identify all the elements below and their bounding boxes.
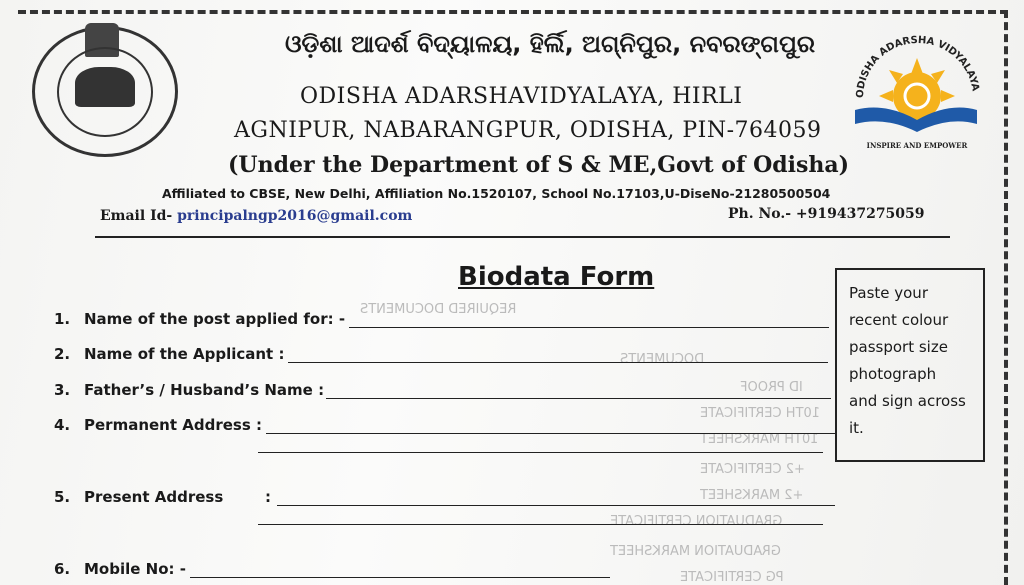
bleed-text: 10TH MARKSHEET	[700, 432, 819, 447]
dashed-border	[18, 10, 1008, 14]
bleed-text: 10TH CERTIFICATE	[700, 406, 820, 421]
bleed-text: GRADUATION MARKSHEET	[610, 544, 781, 559]
affiliation: Affiliated to CBSE, New Delhi, Affiliation No.1520107, School No.17103,U-DiseNo-21280500504	[162, 186, 831, 201]
field-father-name: 3. Father’s / Husband’s Name :	[54, 381, 831, 399]
permanent-address-line-2[interactable]	[258, 452, 823, 453]
svg-text:ODISHA ADARSHA VIDYALAYA: ODISHA ADARSHA VIDYALAYA	[854, 34, 981, 99]
bleed-text: PG CERTIFICATE	[680, 570, 784, 585]
father-name-input-line[interactable]	[326, 384, 831, 399]
post-input-line[interactable]	[349, 313, 829, 328]
svg-text:INSPIRE AND EMPOWER: INSPIRE AND EMPOWER	[866, 141, 968, 150]
bleed-text: +2 CERTIFICATE	[700, 462, 805, 477]
applicant-name-input-line[interactable]	[288, 348, 828, 363]
odia-title: ଓଡ଼ିଶା ଆଦର୍ଶ ବିଦ୍ୟାଳୟ, ହିର୍ଲି, ଅଗ୍ନିପୁର, ନବରଙ୍ଗପୁର	[285, 30, 816, 58]
field-present-address: 5. Present Address :	[54, 488, 835, 506]
field-mobile-no: 6. Mobile No: -	[54, 560, 610, 578]
bleed-text: +2 MARKSHEET	[700, 488, 804, 503]
bleed-text: ID PROOF	[740, 380, 803, 395]
field-applicant-name: 2. Name of the Applicant :	[54, 345, 828, 363]
present-address-line-2[interactable]	[258, 524, 823, 525]
permanent-address-input-line[interactable]	[266, 419, 836, 434]
school-name: ODISHA ADARSHAVIDYALAYA, HIRLI	[300, 84, 743, 109]
header-divider	[95, 236, 950, 238]
email-address: principalngp2016@gmail.com	[177, 208, 413, 224]
department: (Under the Department of S & ME,Govt of Odisha)	[228, 152, 850, 178]
form-title: Biodata Form	[458, 262, 655, 292]
field-post-applied: 1. Name of the post applied for: -	[54, 310, 829, 328]
dashed-border	[1004, 10, 1008, 585]
present-address-input-line[interactable]	[277, 491, 835, 506]
bleed-text: DOCUMENTS	[620, 352, 705, 367]
mobile-input-line[interactable]	[190, 563, 610, 578]
phone-number: Ph. No.- +919437275059	[728, 206, 925, 222]
email-line: Email Id- principalngp2016@gmail.com	[100, 208, 413, 224]
school-address: AGNIPUR, NABARANGPUR, ODISHA, PIN-764059	[234, 118, 822, 143]
bleed-text: REQUIRED DOCUMENTS	[360, 302, 517, 317]
photo-box: Paste your recent colour passport size photograph and sign across it.	[835, 268, 985, 462]
field-permanent-address: 4. Permanent Address :	[54, 416, 836, 434]
bleed-text: GRADUATION CERTIFICATE	[610, 514, 783, 529]
school-logo	[845, 28, 985, 153]
odisha-govt-emblem	[32, 26, 178, 157]
